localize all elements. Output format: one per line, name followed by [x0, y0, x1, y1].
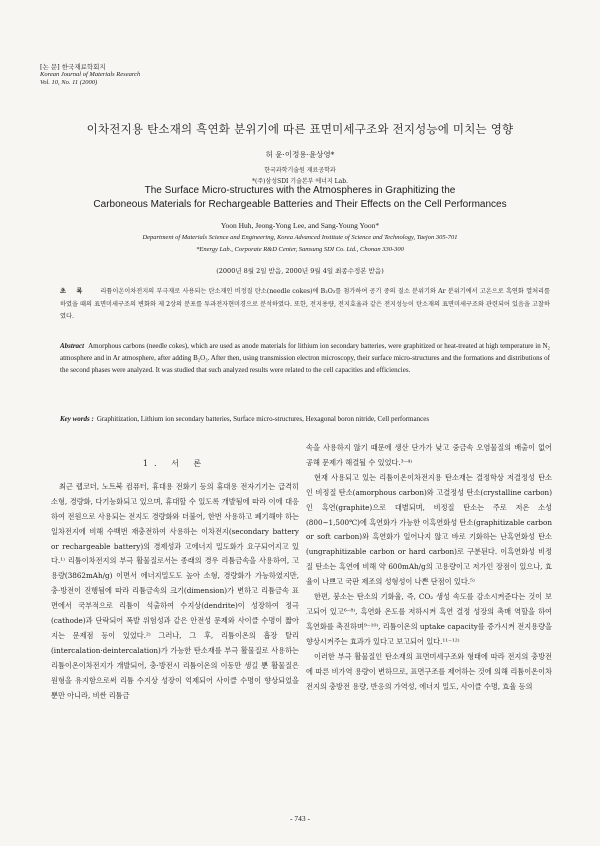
- authors-korean: 허 윤·이정용·윤상영*: [265, 150, 335, 159]
- body-column-left: [51, 452, 299, 704]
- received-dates: (2000년 8월 2일 받음, 2000년 9월 4일 최종수정본 받음): [216, 267, 384, 275]
- keywords-text: Graphitization, Lithium ion secondary batteries, Surface micro-structures, Hexagonal boron nitride, Cell performances: [96, 415, 430, 423]
- abstract-korean: [60, 286, 550, 324]
- affiliation-english-2: *Energy Lab., Corporate R&D Center, Samsung SDI Co. Ltd., Chonan 330-300: [196, 246, 404, 253]
- body-column-right: [306, 441, 552, 694]
- keywords-label: Key words :: [60, 415, 94, 423]
- paragraph: 최근 랩코더, 노트북 컴퓨터, 휴대용 전화기 등의 휴대용 전자기기는 급격히 소형, 경량화, 다기능화되고 있으며, 휴대할 수 있도록 개발됨에 따라 이에 대응하여 전원으로 사용되는 전지도 경량화와 더불어, 한번 사용하고 폐기해야 하는 일차전지에 비해 수백번 재충전하여 사용하는 이차전지(secondary battery or rechargeable battery)의 경제성과 고에너지 밀도화가 요구되어지고 있다.¹⁾ 리튬이차전지의 부극 활물질로서는 종래의 경우 리튬금속을 사용하여, 고용량(3862mAh/g) 이면서 에너지밀도도 높아 소형, 경량화가 가능하였지만, 충·방전이 진행됨에 따라 리튬금속의 크기(dimension)가 변하고 리튬금속 표면에서 국부적으로 리튬이 석출하여 수지상(dendrite)이 성장하여 정극(cathode)과 단락되어 폭발 위험성과 같은 안전성 문제와 사이클 수명이 짧아지는 문제점 등이 있었다.²⁾ 그러나, 그 후, 리튬이온의 흡장 탈리(intercalation·deintercalation)가 가능한 탄소재를 부극 활물질로 사용하는 리튬이온이차전지가 개발되어, 충·방전시 리튬이온의 이동만 생길 뿐 활물질은 원형을 유지함으로써 리튬 수지상 성장이 억제되어 사이클 수명이 향상되었을 뿐만 아니라, 비싼 리튬금: [51, 481, 299, 700]
- paragraph: 속을 사용하지 않기 때문에 생산 단가가 낮고 중금속 오염물질의 배출이 없어 공해 문제가 해결될 수 있었다.³⁻⁴⁾: [306, 443, 552, 467]
- paragraph: 이러한 부극 활물질인 탄소재의 표면미세구조와 형태에 따라 전지의 충방전에 따른 비가역 용량이 변하므로, 표면구조를 제어하는 것에 의해 리튬이온이차전지의 충방전 용량, 반응의 가역성, 에너지 밀도, 사이클 수명, 효율 등의: [306, 651, 552, 691]
- abstract-english: [60, 340, 550, 377]
- journal-header: [40, 63, 140, 87]
- abstract-english-text: Amorphous carbons (needle cokes), which are used as anode materials for lithium ion secondary batteries, were graphitized or heat-treated at high temperature in N₂ atmosphere and in Ar atmosphere, after adding B₂O₃. After then, using transmission electron microscopy, their surface micro-structures and the formations and distributions of the second phases were analyzed. It was studied that such analyzed results were related to the cell capacities and efficiencies.: [60, 342, 550, 375]
- affiliation-korean-1: 한국과학기술원 재료공학과: [264, 167, 336, 174]
- abstract-english-label: Abstract: [60, 342, 85, 350]
- title-english-line-1: The Surface Micro-structures with the Atmospheres in Graphitizing the: [144, 185, 456, 196]
- affiliation-korean-2: *(주)삼성SDI 기술본부 에너지 Lab.: [252, 178, 348, 185]
- authors-english: Yoon Huh, Jeong-Yong Lee, and Sang-Young Yoon*: [220, 221, 380, 230]
- title-english-line-2: Carboneous Materials for Rechargeable Batteries and Their Effects on the Cell Performances: [93, 199, 507, 210]
- abstract-korean-label: 초 록: [60, 288, 87, 295]
- journal-volume: Vol. 10, No. 11 (2000): [40, 79, 98, 86]
- affiliation-english-1: Department of Materials Science and Engineering, Korea Advanced Institute of Science and Technology, Taejon 305-701: [142, 234, 458, 241]
- page-number: - 743 -: [290, 814, 310, 823]
- paragraph: 현재 사용되고 있는 리튬이온이차전지용 탄소재는 결정학상 저결정성 탄소인 비정질 탄소(amorphous carbon)와 고결정성 탄소(crystalline carbon)인 흑연(graphite)으로 대별되며, 비정질 탄소는 주로 저온 소성 (800~1,500℃)에 흑연화가 가능한 이흑연화성 탄소(graphitizable carbon or soft carbon)와 흑연화가 일어나지 않고 바로 기화하는 난흑연화성 탄소(ungraphitizable carbon or hard carbon)로 구분된다. 이흑연화성 비정질 탄소는 흑연에 비해 약 600mAh/g의 고용량이고 저가인 장점이 있으나, 효율이 나쁘고 국판 제조의 성형성이 나쁜 단점이 있다.⁵⁾: [306, 472, 552, 587]
- keywords: [60, 413, 550, 425]
- title-korean: 이차전지용 탄소재의 흑연화 분위기에 따른 표면미세구조와 전지성능에 미치는 영향: [86, 122, 514, 136]
- section-heading-introduction: 1. 서 론: [142, 459, 208, 468]
- abstract-korean-text: 리튬이온이차전지의 부극재로 사용되는 탄소재인 비정질 탄소(needle cokes)에 B₂O₃를 첨가하여 공기 중의 질소 분위기와 Ar 분위기에서 고온으로 흑연화 열처리를 하였을 때의 표면미세구조의 변화와 제 2상의 분포를 투과전자현미경으로 분석하였다. 또한, 전지용량, 전지효율과 같은 전지성능이 탄소재의 표면미세구조와 관련되어 있음을 고찰하였다.: [60, 288, 551, 320]
- paragraph: 한편, 붕소는 탄소의 기화율, 즉, CO₂ 생성 속도를 감소시켜준다는 것이 보고되어 있고⁶⁻⁸⁾, 흑연화 온도를 저하시켜 흑연 결정 성장의 촉매 역할을 하여 흑연화를 촉진하며⁹⁻¹⁰⁾, 리튬이온의 uptake capacity를 증가시켜 전지용량을 향상시켜주는 효과가 있다고 보고되어 있다.¹¹⁻¹²⁾: [306, 592, 552, 646]
- journal-line-en: Korean Journal of Materials Research: [40, 71, 141, 78]
- journal-line-kr: [논 문] 한국재료학회지: [40, 63, 106, 71]
